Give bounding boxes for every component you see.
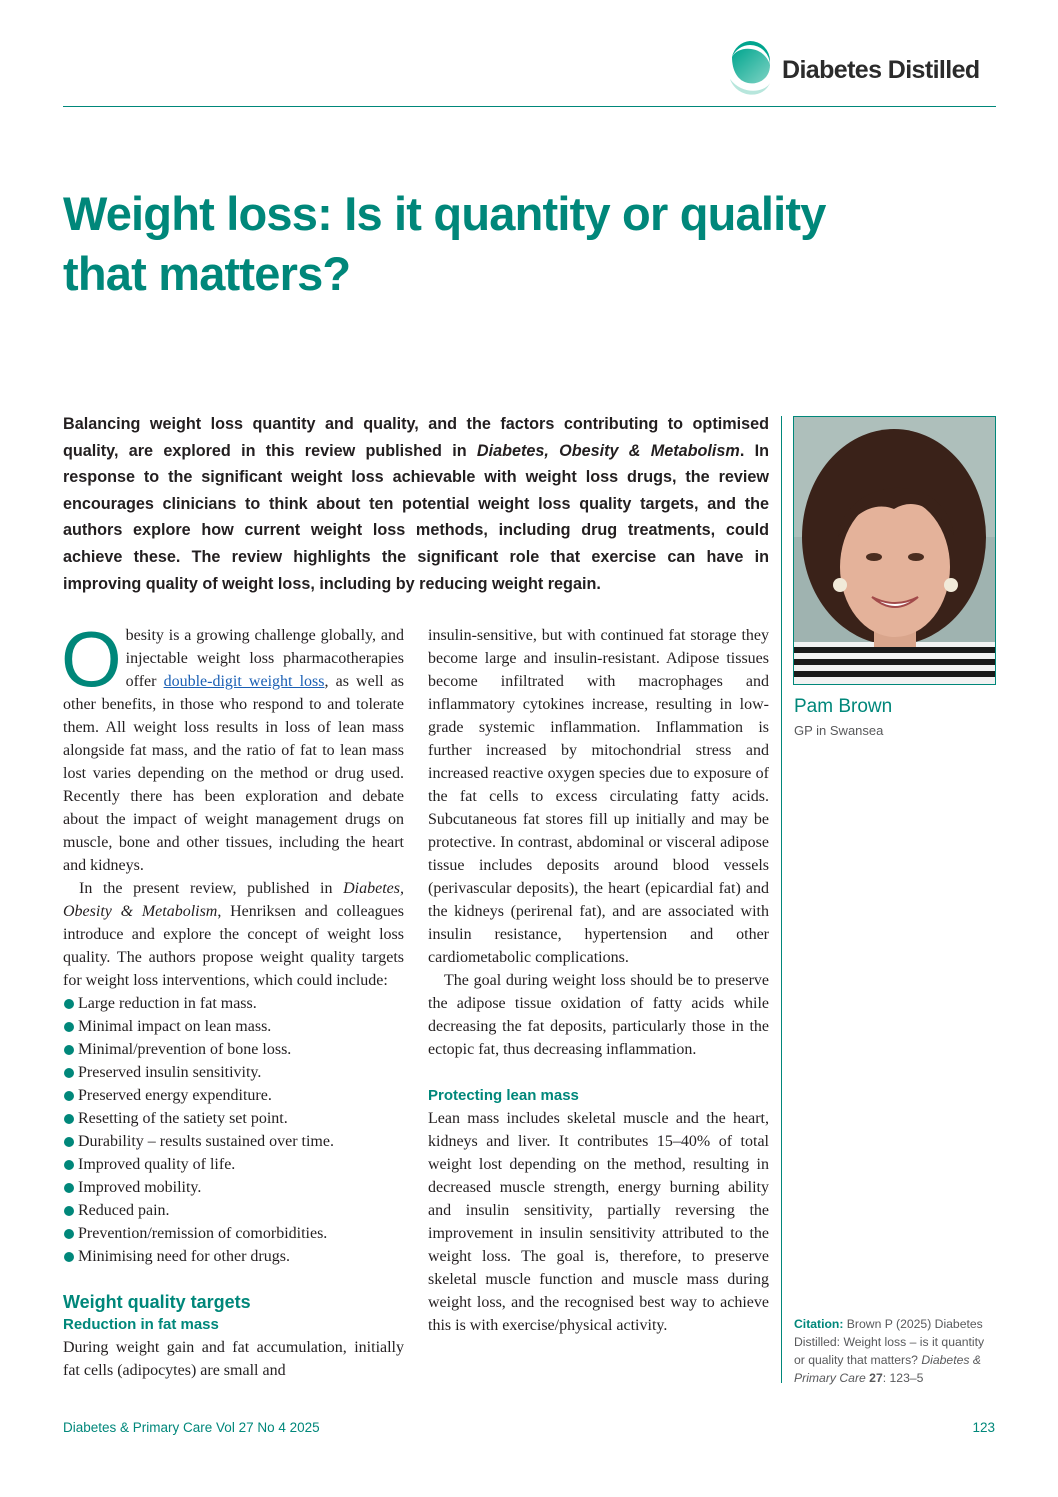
list-item: Minimal impact on lean mass. bbox=[63, 1015, 404, 1038]
list-item: Durability – results sustained over time. bbox=[63, 1130, 404, 1153]
article-title: Weight loss: Is it quantity or quality that matters? bbox=[63, 187, 826, 300]
subheading-protecting-lean-mass: Protecting lean mass bbox=[428, 1087, 579, 1104]
quality-targets-list bbox=[63, 992, 404, 1268]
page-number: 123 bbox=[972, 1420, 995, 1435]
list-item: Large reduction in fat mass. bbox=[63, 992, 404, 1015]
list-item: Improved mobility. bbox=[63, 1176, 404, 1199]
intro-paragraph: Obesity is a growing challenge globally, and injectable weight loss pharmacotherapies offer double-digit weight loss, as well as other benefits, in those who respond to and tolerate them. All weight loss results in loss of lean mass alongside fat mass, and the ratio of fat to lean mass lost varies depending on the method or drug used. Recently there has been exploration and debate about the impact of weight management drugs on muscle, bone and other tissues, including the heart and kidneys. bbox=[61, 615, 405, 874]
list-item: Preserved energy expenditure. bbox=[63, 1084, 404, 1107]
brand-name: Diabetes Distilled bbox=[782, 55, 980, 84]
list-item: Resetting of the satiety set point. bbox=[63, 1107, 404, 1130]
brand-logo bbox=[728, 38, 980, 102]
body-column-left bbox=[61, 615, 405, 1382]
adipose-paragraph: insulin-sensitive, but with continued fat storage they become large and insulin-resistant. Adipose tissues become infiltrated with macrophages and inflammatory cytokines increase, resulting in low-grade systemic inflammation. Inflammation is further increased by mitochondrial stress and increased reactive oxygen species due to exposure of the fat cells to excess circulating fatty acids. Subcutaneous fat stores fill up initially and may be protective. In contrast, abdominal or visceral adipose tissue includes deposits around blood vessels (perivascular deposits), the heart (epicardial fat) and the kidneys (perirenal fat), and are associated with insulin resistance, hypertension and other cardiometabolic complications. bbox=[428, 627, 769, 966]
review-paragraph: In the present review, published in Diabetes, Obesity & Metabolism, Henriksen and colleagues introduce and explore the concept of weight loss quality. The authors propose weight quality targets for weight loss interventions, which could include: bbox=[63, 880, 404, 989]
header-divider bbox=[63, 106, 996, 107]
subheading-reduction-in-fat-mass: Reduction in fat mass bbox=[63, 1316, 219, 1333]
review-journal-name: Diabetes, Obesity & Metabolism bbox=[63, 880, 404, 920]
section-heading-weight-quality-targets: Weight quality targets bbox=[63, 1292, 251, 1312]
author-name: Pam Brown bbox=[794, 696, 893, 717]
list-item: Minimal/prevention of bone loss. bbox=[63, 1038, 404, 1061]
sidebar-divider bbox=[781, 416, 782, 1383]
drop-cap: O bbox=[61, 615, 122, 703]
list-item: Minimising need for other drugs. bbox=[63, 1245, 404, 1268]
double-digit-weight-loss-link[interactable]: double-digit weight loss bbox=[163, 673, 325, 690]
citation-block: Citation: Brown P (2025) Diabetes Distilled: Weight loss – is it quantity or quality that matters? Diabetes & Primary Care 27: 123–5 bbox=[794, 1317, 985, 1385]
brand-logo-icon bbox=[728, 39, 772, 101]
lean-mass-paragraph: Lean mass includes skeletal muscle and the heart, kidneys and liver. It contributes 15–40% of total weight lost depending on the method, resulting in decreased muscle strength, energy burning ability and insulin sensitivity, partially reversing the improvement in insulin sensitivity attributed to the weight loss. The goal is, therefore, to preserve skeletal muscle function and muscle mass during weight loss, and the recognised best way to achieve this is with exercise/physical activity. bbox=[428, 1110, 769, 1334]
goal-paragraph: The goal during weight loss should be to preserve the adipose tissue oxidation of fatty acids while decreasing the fat deposits, particularly those in the ectopic fat, thus decreasing inflammation. bbox=[428, 972, 769, 1058]
author-portrait-illustration bbox=[794, 417, 995, 684]
article-abstract: Balancing weight loss quantity and quality, and the factors contributing to optimised quality, are explored in this review published in Diabetes, Obesity & Metabolism. In response to the significant weight loss achievable with weight loss drugs, the review encourages clinicians to think about ten potential weight loss quality targets, and the authors explore how current weight loss methods, including drug treatments, could achieve these. The review highlights the significant role that exercise can have in improving quality of weight loss, including by reducing weight regain. bbox=[63, 415, 769, 593]
footer-journal-info: Diabetes & Primary Care Vol 27 No 4 2025 bbox=[63, 1420, 320, 1435]
citation-label: Citation: bbox=[794, 1317, 844, 1331]
author-photo bbox=[793, 416, 996, 685]
list-item: Prevention/remission of comorbidities. bbox=[63, 1222, 404, 1245]
fat-mass-paragraph: During weight gain and fat accumulation, initially fat cells (adipocytes) are small and bbox=[63, 1339, 404, 1379]
list-item: Reduced pain. bbox=[63, 1199, 404, 1222]
list-item: Preserved insulin sensitivity. bbox=[63, 1061, 404, 1084]
author-role: GP in Swansea bbox=[794, 723, 884, 738]
list-item: Improved quality of life. bbox=[63, 1153, 404, 1176]
abstract-journal-name: Diabetes, Obesity & Metabolism bbox=[476, 441, 740, 460]
body-column-middle bbox=[428, 624, 769, 1337]
